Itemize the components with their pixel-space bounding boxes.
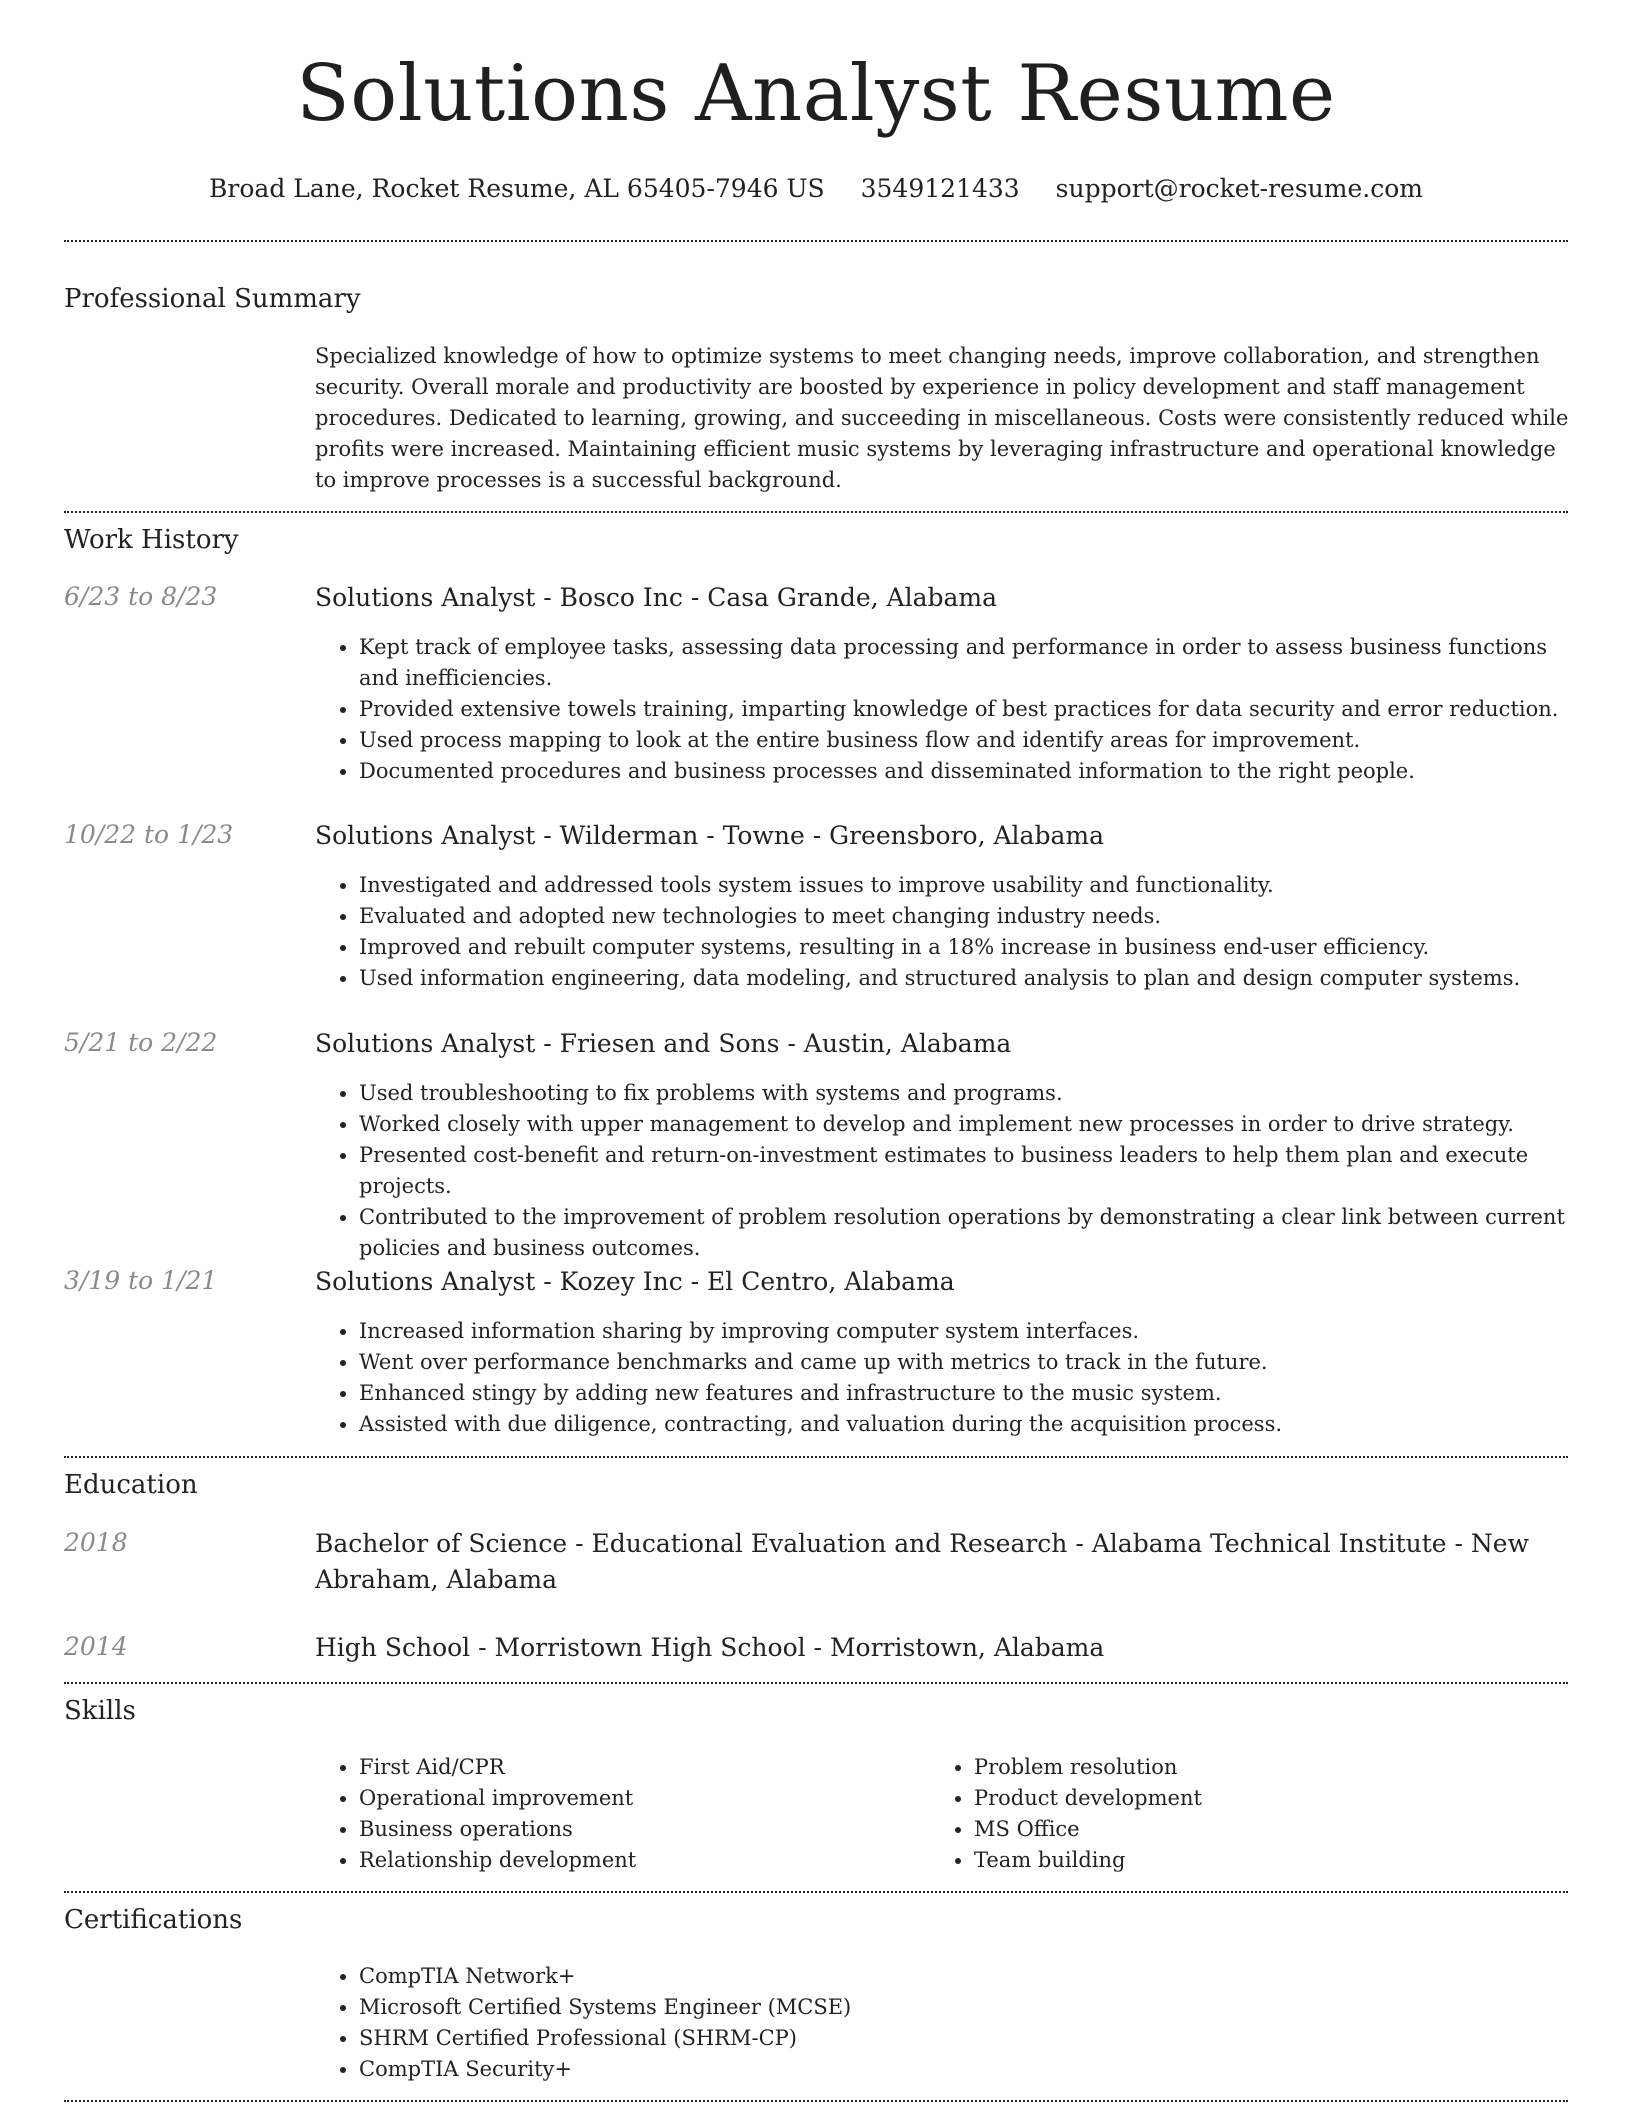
section-title-skills: Skills xyxy=(64,1696,136,1726)
job-bullets xyxy=(315,870,1568,994)
list-item: • Kept track of employee tasks, assessing data processing and performance in order to assess business functions and inefficiencies. xyxy=(359,632,1568,694)
list-item: • Worked closely with upper management to develop and implement new processes in order to drive strategy. xyxy=(359,1109,1568,1140)
list-item: • Operational improvement xyxy=(359,1783,875,1814)
skills-list-left xyxy=(315,1752,875,1876)
summary-text: Specialized knowledge of how to optimize systems to meet changing needs, improve collaboration, and strengthen security. Overall morale and productivity are boosted by experience in policy development and staff management procedures. Dedicated to learning, growing, and succeeding in miscellaneous. Costs were consistently reduced while profits were increased. Maintaining efficient music systems by leveraging infrastructure and operational knowledge to improve processes is a successful background. xyxy=(315,344,1569,492)
list-item: • Problem resolution xyxy=(974,1752,1490,1783)
education-year: 2014 xyxy=(64,1632,128,1661)
job-title: Solutions Analyst - Kozey Inc - El Centro, Alabama xyxy=(315,1267,955,1296)
section-title-summary: Professional Summary xyxy=(64,284,361,314)
list-item: • Used information engineering, data modeling, and structured analysis to plan and design computer systems. xyxy=(359,963,1568,994)
certifications-list xyxy=(315,1961,1568,2085)
section-title-work-history: Work History xyxy=(64,525,239,555)
list-item: • Business operations xyxy=(359,1814,875,1845)
contact-address: Broad Lane, Rocket Resume, AL 65405-7946 US xyxy=(209,173,825,203)
list-item: • Used process mapping to look at the entire business flow and identify areas for improvement. xyxy=(359,725,1568,756)
list-item: • Product development xyxy=(974,1783,1490,1814)
divider xyxy=(64,511,1568,513)
job-bullets xyxy=(315,1316,1568,1440)
job-dates: 3/19 to 1/21 xyxy=(64,1266,218,1295)
contact-phone: 3549121433 xyxy=(860,173,1020,203)
list-item: • Microsoft Certified Systems Engineer (MCSE) xyxy=(359,1992,1568,2023)
list-item: • First Aid/CPR xyxy=(359,1752,875,1783)
list-item: • Evaluated and adopted new technologies to meet changing industry needs. xyxy=(359,901,1568,932)
job-dates: 5/21 to 2/22 xyxy=(64,1028,218,1057)
list-item: • CompTIA Network+ xyxy=(359,1961,1568,1992)
list-item: • Relationship development xyxy=(359,1845,875,1876)
job-title: Solutions Analyst - Wilderman - Towne - Greensboro, Alabama xyxy=(315,821,1104,850)
divider xyxy=(64,1456,1568,1458)
divider xyxy=(64,1891,1568,1893)
section-title-certifications: Certifications xyxy=(64,1905,243,1935)
job-bullets xyxy=(315,1078,1568,1264)
page-title: Solutions Analyst Resume xyxy=(296,49,1336,139)
list-item: • MS Office xyxy=(974,1814,1490,1845)
list-item: • Assisted with due diligence, contracting, and valuation during the acquisition process. xyxy=(359,1409,1568,1440)
list-item: • Team building xyxy=(974,1845,1490,1876)
education-year: 2018 xyxy=(64,1528,128,1557)
job-title: Solutions Analyst - Bosco Inc - Casa Grande, Alabama xyxy=(315,583,998,612)
divider xyxy=(64,1682,1568,1684)
skills-list-right xyxy=(930,1752,1490,1876)
education-entry: Bachelor of Science - Educational Evaluation and Research - Alabama Technical Institute - New Abraham, Alabama xyxy=(315,1529,1529,1594)
contact-line xyxy=(0,174,1632,203)
divider xyxy=(64,240,1568,242)
divider xyxy=(64,2100,1568,2102)
list-item: • Contributed to the improvement of problem resolution operations by demonstrating a clear link between current policies and business outcomes. xyxy=(359,1202,1568,1264)
list-item: • Investigated and addressed tools system issues to improve usability and functionality. xyxy=(359,870,1568,901)
list-item: • Increased information sharing by improving computer system interfaces. xyxy=(359,1316,1568,1347)
section-title-education: Education xyxy=(64,1470,198,1500)
education-entry: High School - Morristown High School - Morristown, Alabama xyxy=(315,1633,1105,1662)
list-item: • Documented procedures and business processes and disseminated information to the right people. xyxy=(359,756,1568,787)
list-item: • Presented cost-benefit and return-on-investment estimates to business leaders to help them plan and execute projects. xyxy=(359,1140,1568,1202)
job-dates: 10/22 to 1/23 xyxy=(64,820,234,849)
list-item: • CompTIA Security+ xyxy=(359,2054,1568,2085)
job-bullets xyxy=(315,632,1568,787)
list-item: • Used troubleshooting to fix problems with systems and programs. xyxy=(359,1078,1568,1109)
job-dates: 6/23 to 8/23 xyxy=(64,582,218,611)
job-title: Solutions Analyst - Friesen and Sons - Austin, Alabama xyxy=(315,1029,1012,1058)
list-item: • Enhanced stingy by adding new features and infrastructure to the music system. xyxy=(359,1378,1568,1409)
list-item: • Improved and rebuilt computer systems, resulting in a 18% increase in business end-user efficiency. xyxy=(359,932,1568,963)
list-item: • Provided extensive towels training, imparting knowledge of best practices for data security and error reduction. xyxy=(359,694,1568,725)
list-item: • Went over performance benchmarks and came up with metrics to track in the future. xyxy=(359,1347,1568,1378)
contact-email[interactable]: support@rocket-resume.com xyxy=(1055,173,1423,203)
list-item: • SHRM Certified Professional (SHRM-CP) xyxy=(359,2023,1568,2054)
resume-header xyxy=(0,50,1632,203)
